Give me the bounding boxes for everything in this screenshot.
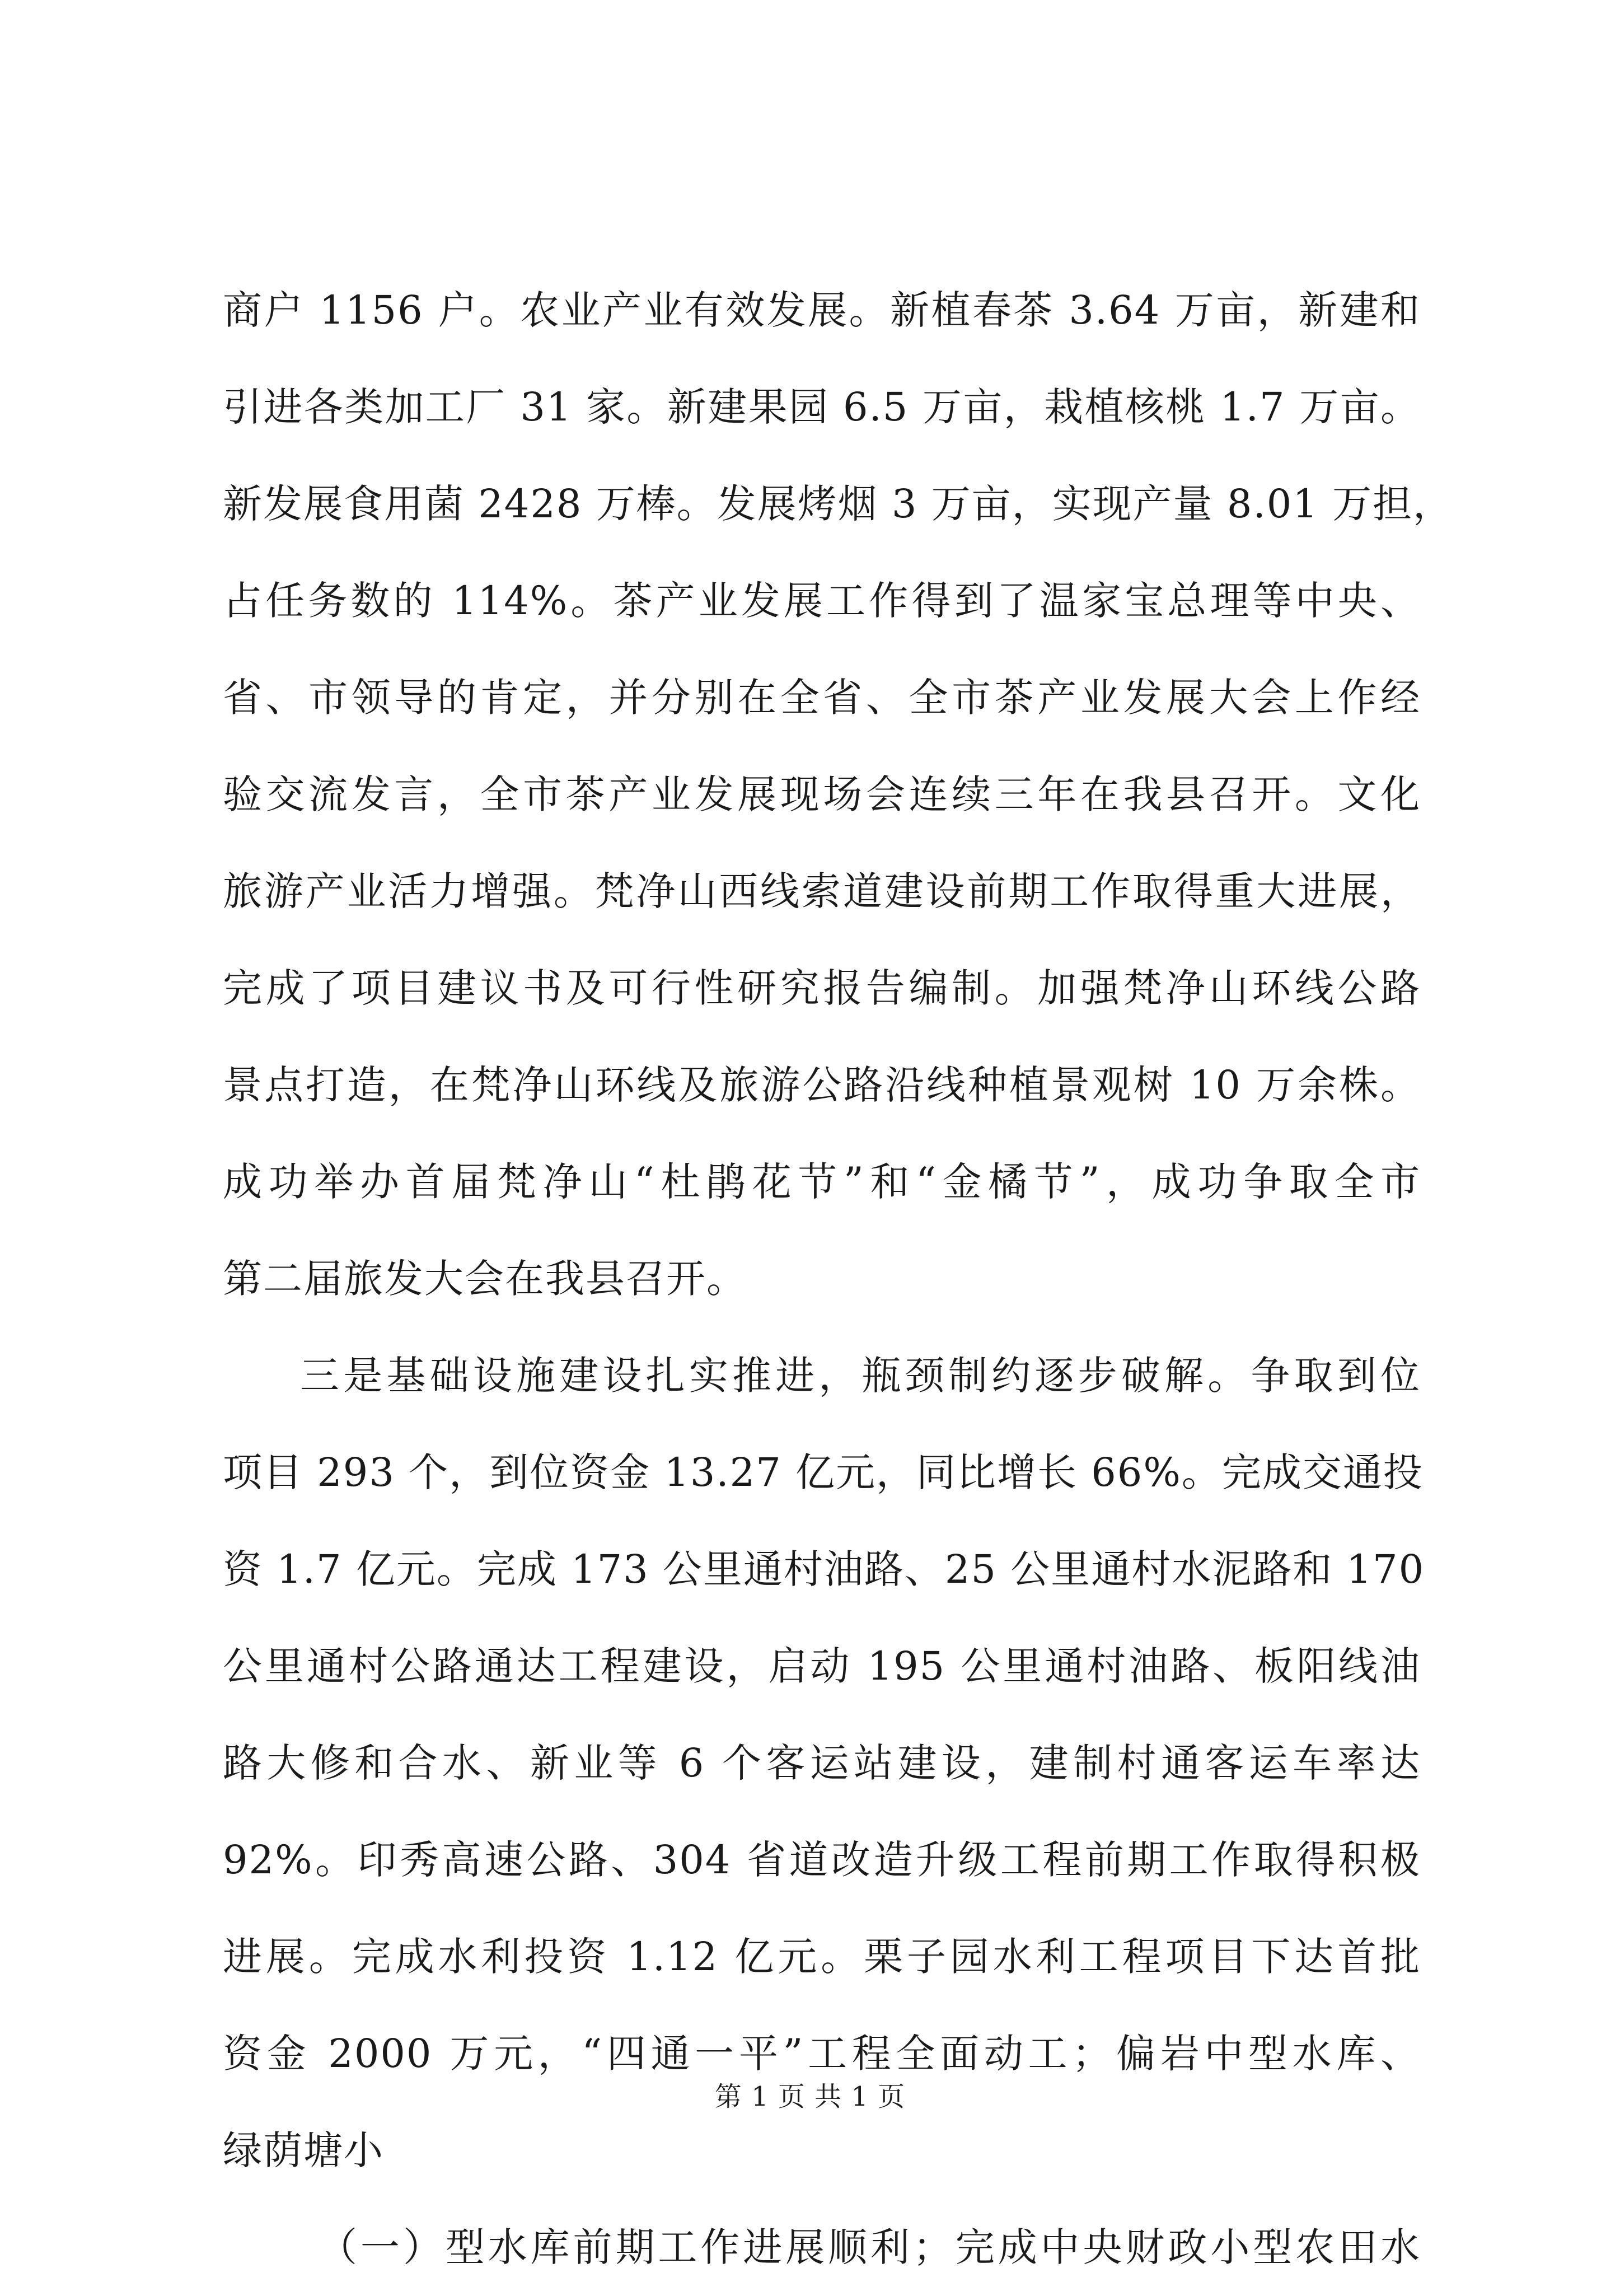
- text-line: 省、市领导的肯定，并分别在全省、全市茶产业发展大会上作经: [223, 675, 1421, 721]
- text-line: 旅游产业活力增强。梵净山西线索道建设前期工作取得重大进展，: [223, 868, 1421, 914]
- text-line: 引进各类加工厂 31 家。新建果园 6.5 万亩，栽植核桃 1.7 万亩。: [223, 384, 1421, 430]
- text-line: 进展。完成水利投资 1.12 亿元。栗子园水利工程项目下达首批: [223, 1934, 1421, 1980]
- numbered-paragraph-line: （一）型水库前期工作进展顺利；完成中央财政小型农田水: [318, 2224, 1421, 2270]
- text-line: 完成了项目建议书及可行性研究报告编制。加强梵净山环线公路: [223, 965, 1421, 1011]
- text-line: 92%。印秀高速公路、304 省道改造升级工程前期工作取得积极: [223, 1837, 1421, 1883]
- text-line: 新发展食用菌 2428 万棒。发展烤烟 3 万亩，实现产量 8.01 万担，: [223, 481, 1454, 527]
- text-line: 验交流发言，全市茶产业发展现场会连续三年在我县召开。文化: [223, 771, 1421, 817]
- text-line: 项目 293 个，到位资金 13.27 亿元，同比增长 66%。完成交通投: [223, 1449, 1424, 1495]
- text-line: 占任务数的 114%。茶产业发展工作得到了温家宝总理等中央、: [223, 578, 1421, 624]
- paragraph-start-line: 三是基础设施建设扎实推进，瓶颈制约逐步破解。争取到位: [300, 1353, 1421, 1399]
- text-line: 路大修和合水、新业等 6 个客运站建设，建制村通客运车率达: [223, 1740, 1421, 1786]
- text-line: 第二届旅发大会在我县召开。: [223, 1256, 747, 1302]
- text-line: 成功举办首届梵净山“杜鹃花节”和“金橘节”，成功争取全市: [223, 1159, 1421, 1205]
- text-line: 商户 1156 户。农业产业有效发展。新植春茶 3.64 万亩，新建和: [223, 287, 1421, 333]
- text-line: 资金 2000 万元，“四通一平”工程全面动工；偏岩中型水库、: [223, 2031, 1421, 2077]
- document-body: [223, 262, 1454, 2296]
- text-line: 景点打造，在梵净山环线及旅游公路沿线种植景观树 10 万余株。: [223, 1062, 1421, 1108]
- page-footer: 第 1 页 共 1 页: [714, 2081, 906, 2112]
- text-line: 公里通村公路通达工程建设，启动 195 公里通村油路、板阳线油: [223, 1643, 1421, 1689]
- text-line: 绿荫塘小: [223, 2127, 384, 2173]
- text-line: 资 1.7 亿元。完成 173 公里通村油路、25 公里通村水泥路和 170: [223, 1546, 1425, 1592]
